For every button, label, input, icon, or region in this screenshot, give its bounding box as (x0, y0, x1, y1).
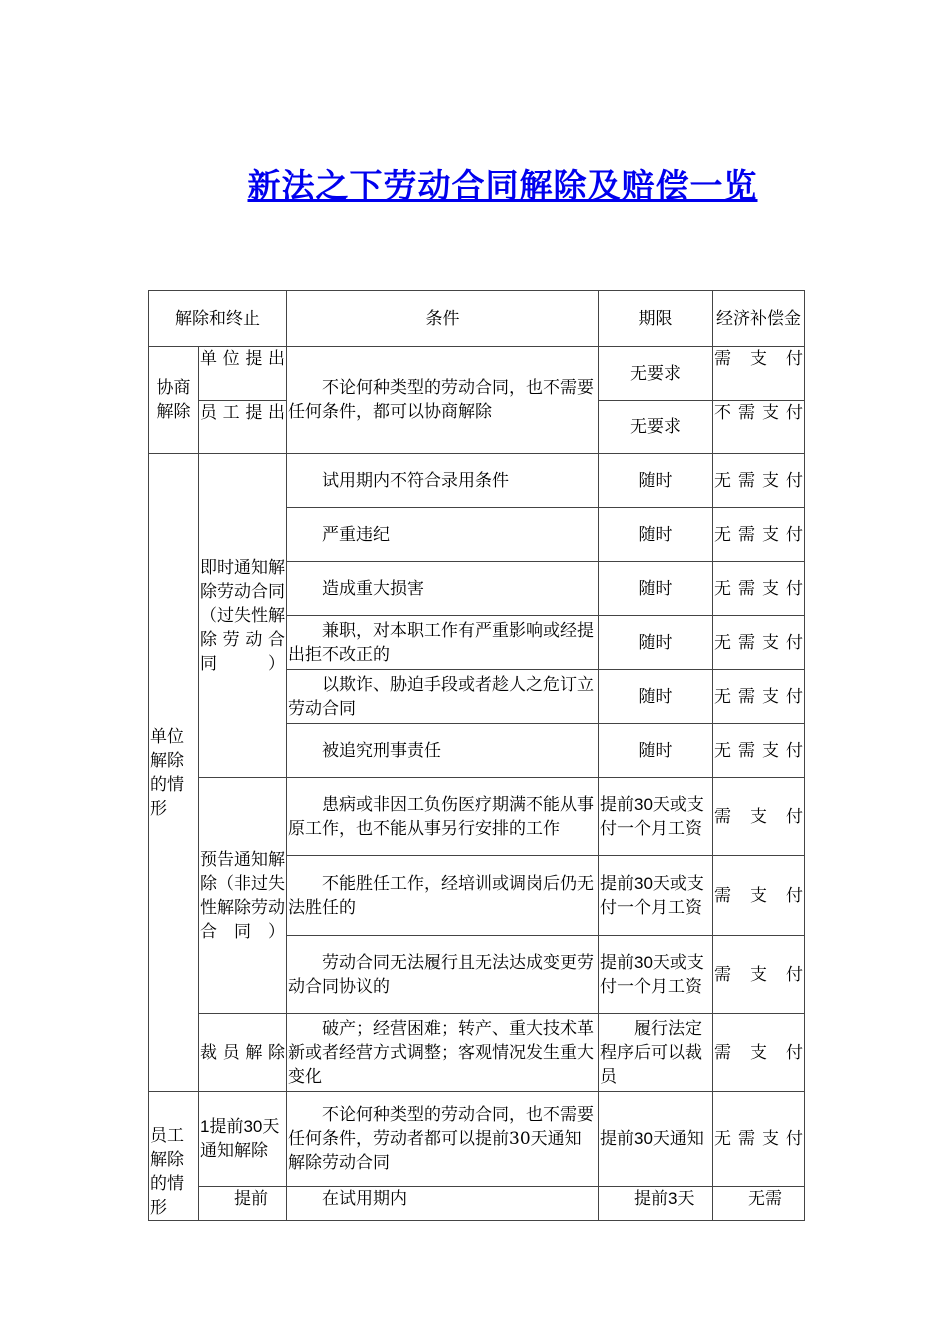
notice-comp: 需支付 (713, 936, 805, 1014)
notice-cond: 不能胜任工作，经培训或调岗后仍无法胜任的 (287, 856, 599, 936)
immediate-period: 随时 (599, 508, 713, 562)
mutual-condition: 不论何种类型的劳动合同，也不需要任何条件，都可以协商解除 (287, 347, 599, 454)
header-col1: 解除和终止 (149, 291, 287, 347)
header-col4: 经济补偿金 (713, 291, 805, 347)
mutual-comp-employee: 不需支付 (713, 401, 805, 454)
mutual-period-employer: 无要求 (599, 347, 713, 401)
layoff-sub-label: 裁员解除 (199, 1014, 287, 1092)
layoff-period: 履行法定程序后可以裁员 (599, 1014, 713, 1092)
immediate-period: 随时 (599, 724, 713, 778)
table-row (149, 778, 805, 856)
immediate-comp: 无需支付 (713, 454, 805, 508)
header-col3: 期限 (599, 291, 713, 347)
employer-group-label: 单位解除的情形 (149, 454, 199, 1092)
layoff-comp: 需支付 (713, 1014, 805, 1092)
mutual-comp-employer: 需支付 (713, 347, 805, 401)
immediate-period: 随时 (599, 454, 713, 508)
header-col2: 条件 (287, 291, 599, 347)
table-row (149, 454, 805, 508)
immediate-cond: 以欺诈、胁迫手段或者趁人之危订立劳动合同 (287, 670, 599, 724)
immediate-comp: 无需支付 (713, 508, 805, 562)
employee-sub-label: 1提前30天通知解除 (199, 1092, 287, 1187)
termination-table (148, 290, 805, 1221)
table-row (149, 1092, 805, 1187)
immediate-period: 随时 (599, 616, 713, 670)
document-title-wrap (0, 160, 950, 207)
notice-period: 提前30天或支付一个月工资 (599, 936, 713, 1014)
immediate-cond: 兼职，对本职工作有严重影响或经提出拒不改正的 (287, 616, 599, 670)
immediate-comp: 无需支付 (713, 616, 805, 670)
immediate-sub-label: 即时通知解除劳动合同（过失性解除劳动合同） (199, 454, 287, 778)
immediate-period: 随时 (599, 670, 713, 724)
employee-sub-label: 提前 (199, 1186, 287, 1220)
notice-period: 提前30天或支付一个月工资 (599, 856, 713, 936)
table-row (149, 1014, 805, 1092)
employee-cond: 不论何种类型的劳动合同，也不需要任何条件，劳动者都可以提前30天通知解除劳动合同 (287, 1092, 599, 1187)
immediate-cond: 造成重大损害 (287, 562, 599, 616)
immediate-comp: 无需支付 (713, 724, 805, 778)
header-row (149, 291, 805, 347)
employee-group-label: 员工解除的情形 (149, 1092, 199, 1221)
mutual-group-label: 协商解除 (149, 347, 199, 454)
notice-period: 提前30天或支付一个月工资 (599, 778, 713, 856)
document-title-link[interactable]: 新法之下劳动合同解除及赔偿一览 (247, 166, 758, 205)
notice-cond: 患病或非因工负伤医疗期满不能从事原工作，也不能从事另行安排的工作 (287, 778, 599, 856)
employee-comp: 无需支付 (713, 1092, 805, 1187)
immediate-period: 随时 (599, 562, 713, 616)
immediate-comp: 无需支付 (713, 562, 805, 616)
mutual-period-employee: 无要求 (599, 401, 713, 454)
immediate-comp: 无需支付 (713, 670, 805, 724)
mutual-sub-employer: 单位提出 (199, 347, 287, 401)
employee-period: 提前30天通知 (599, 1092, 713, 1187)
notice-sub-label: 预告通知解除（非过失性解除劳动合同） (199, 778, 287, 1014)
mutual-sub-employee: 员工提出 (199, 401, 287, 454)
table-row (149, 347, 805, 401)
employee-cond: 在试用期内 (287, 1186, 599, 1220)
immediate-cond: 严重违纪 (287, 508, 599, 562)
employee-period: 提前3天 (599, 1186, 713, 1220)
layoff-cond: 破产；经营困难；转产、重大技术革新或者经营方式调整；客观情况发生重大变化 (287, 1014, 599, 1092)
table-row (149, 1186, 805, 1220)
notice-comp: 需支付 (713, 778, 805, 856)
notice-comp: 需支付 (713, 856, 805, 936)
immediate-cond: 被追究刑事责任 (287, 724, 599, 778)
immediate-cond: 试用期内不符合录用条件 (287, 454, 599, 508)
notice-cond: 劳动合同无法履行且无法达成变更劳动合同协议的 (287, 936, 599, 1014)
employee-comp: 无需 (713, 1186, 805, 1220)
